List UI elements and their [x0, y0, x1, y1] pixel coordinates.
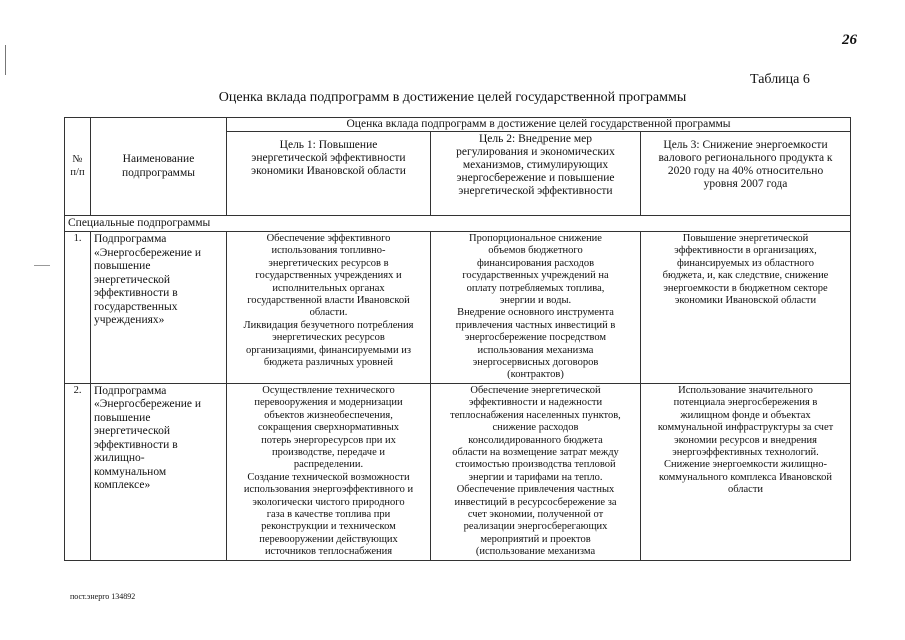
contribution-table	[64, 117, 851, 561]
header-goal-1: Цель 1: Повышение энергетической эффективности экономики Ивановской области	[227, 132, 431, 216]
document-title: Оценка вклада подпрограмм в достижение целей государственной программы	[218, 90, 687, 105]
row-number: 2.	[65, 383, 91, 560]
table-row	[65, 232, 851, 384]
header-goal-2: Цель 2: Внедрение мер регулирования и экономических механизмов, стимулирующих энергосбережение и повышение энергетической эффективности	[431, 132, 641, 216]
goal-2-cell: Пропорциональное снижение объемов бюджетного финансирования расходов государственных учреждений на оплату потребляемых топлива, энергии и воды. Внедрение основного инструмента привлечения частных инвестиций в энергосбережение посредством использования механизма энергосервисных договоров (контрактов)	[431, 232, 641, 384]
goal-3-cell: Повышение энергетической эффективности в организациях, финансируемых из областного бюджета, и, как следствие, снижение энергоемкости в бюджетном секторе экономики Ивановской области	[641, 232, 851, 384]
header-row-group	[65, 118, 851, 132]
table-row	[65, 383, 851, 560]
section-row	[65, 216, 851, 232]
margin-mark	[5, 45, 6, 75]
margin-dash	[34, 265, 50, 266]
goal-1-cell: Обеспечение эффективного использования топливно- энергетических ресурсов в государственных учреждениях и исполнительных органах государственной власти Ивановской области. Ликвидация безучетного потребления энергетических ресурсов организациями, финансируемыми из бюджета различных уровней	[227, 232, 431, 384]
header-group: Оценка вклада подпрограмм в достижение целей государственной программы	[227, 118, 851, 132]
footer-code: пост.энерго 134892	[70, 592, 136, 601]
page-number: 26	[842, 32, 857, 48]
table-label: Таблица 6	[750, 72, 810, 87]
header-name: Наименование подпрограммы	[91, 118, 227, 216]
header-number: № п/п	[65, 118, 91, 216]
header-goal-3: Цель 3: Снижение энергоемкости валового регионального продукта к 2020 году на 40% относительно уровня 2007 года	[641, 132, 851, 216]
subprogram-name: Подпрограмма «Энергосбережение и повышение энергетической эффективности в государственных учреждениях»	[91, 232, 227, 384]
goal-1-cell: Осуществление технического перевооружения и модернизации объектов жизнеобеспечения, сокращения сверхнормативных потерь энергоресурсов при их производстве, передаче и распределении. Создание технической возможности использования энергоэффективного и экологически чистого природного газа в качестве топлива при реконструкции и техническом перевооружении действующих источников теплоснабжения	[227, 383, 431, 560]
goal-2-cell: Обеспечение энергетической эффективности и надежности теплоснабжения населенных пунктов, снижение расходов консолидированного бюджета области на возмещение затрат между стоимостью производства тепловой энергии и тарифами на тепло. Обеспечение привлечения частных инвестиций в ресурсосбережение за счет экономии, полученной от реализации энергосберегающих мероприятий и проектов (использование механизма	[431, 383, 641, 560]
section-label: Специальные подпрограммы	[65, 216, 851, 232]
subprogram-name: Подпрограмма «Энергосбережение и повышение энергетической эффективности в жилищно- коммунальном комплексе»	[91, 383, 227, 560]
goal-3-cell: Использование значительного потенциала энергосбережения в жилищном фонде и объектах коммунальной инфраструктуры за счет экономии ресурсов и внедрения энергоэффективных технологий. Снижение энергоемкости жилищно- коммунального комплекса Ивановской области	[641, 383, 851, 560]
row-number: 1.	[65, 232, 91, 384]
